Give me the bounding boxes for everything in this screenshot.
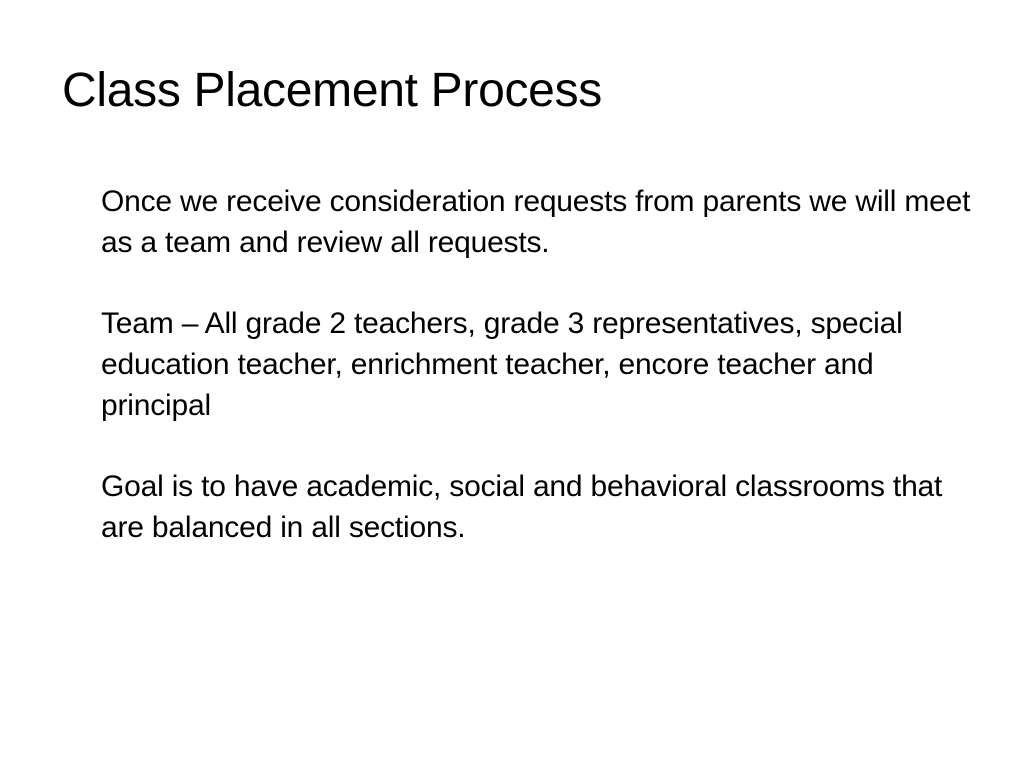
paragraph-team-members: Team – All grade 2 teachers, grade 3 representatives, special education teacher, enrichment teacher, encore teacher and principal [101,307,903,422]
paragraph-goal: Goal is to have academic, social and behavioral classrooms that are balanced in all sections. [101,470,943,544]
paragraph-consideration-requests: Once we receive consideration requests from parents we will meet as a team and review all requests. [101,185,971,259]
slide-title: Class Placement Process [62,64,602,117]
slide-body [101,181,981,588]
